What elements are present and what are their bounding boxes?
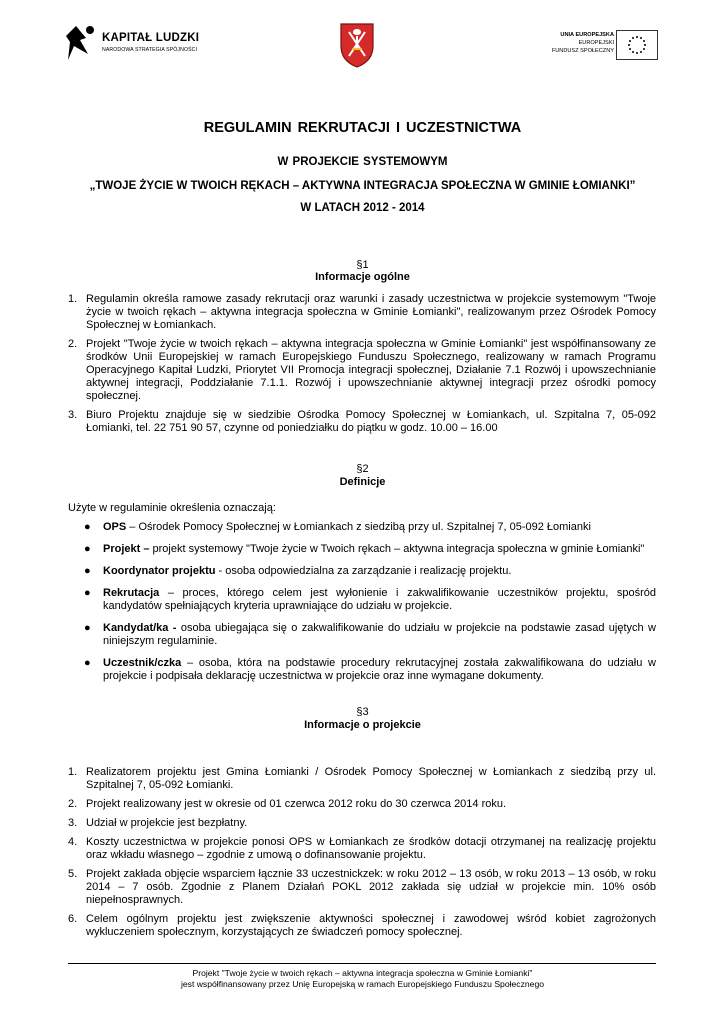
subtitle-line-3: W LATACH 2012 - 2014 <box>300 202 425 214</box>
section-3-list <box>68 766 656 945</box>
list-item: 1. Realizatorem projektu jest Gmina Łomianki / Ośrodek Pomocy Społecznej w Łomiankach z siedzibą przy ul. Szpitalnej 7, 05-092 Łomianki. <box>68 766 656 791</box>
list-item: ● OPS – Ośrodek Pomocy Społecznej w Łomiankach z siedzibą przy ul. Szpitalnej 7, 05-092 Łomianki <box>84 521 591 533</box>
list-item: ● Uczestnik/czka – osoba, która na podstawie procedury rekrutacyjnej została zakwalifikowana do udziału w projekcie i podpisała deklarację uczestnictwa w projekcie oraz inne wymagane dokumenty. <box>84 657 656 682</box>
list-item: 5. Projekt zakłada objęcie wsparciem łącznie 33 uczestnickzek: w roku 2012 – 13 osób, w roku 2013 – 13 osób, w roku 2014 – 7 osób. Zgodnie z Planem Działań POKL 2012 zakłada się udział w projekcie min. 10% osób niepełnosprawnych. <box>68 868 656 906</box>
definitions-list <box>84 521 656 692</box>
eu-flag-icon <box>616 30 658 60</box>
crest-icon <box>339 22 375 68</box>
list-item: 3. Udział w projekcie jest bezpłatny. <box>68 817 248 829</box>
list-item: ● Projekt – projekt systemowy "Twoje życie w Twoich rękach – aktywna integracja społeczna w gminie Łomianki" <box>84 543 645 555</box>
list-item: 6. Celem ogólnym projektu jest zwiększenie aktywności społecznej i zawodowej wśród kobiet zagrożonych wykluczeniem społecznym, korzystających ze świadczeń pomocy społecznej. <box>68 913 656 938</box>
eu-line-3: FUNDUSZ SPOŁECZNY <box>551 48 614 54</box>
list-item: ● Koordynator projektu - osoba odpowiedzialna za zarządzanie i realizację projektu. <box>84 565 512 577</box>
section-1-number: §1 <box>356 259 369 271</box>
list-item: 3. Biuro Projektu znajduje się w siedzibie Ośrodka Pomocy Społecznej w Łomiankach, ul. Szpitalna 7, 05-092 Łomianki, tel. 22 751 90 57, czynne od poniedziałku do piątku w godz. 10.00 – 16.00 <box>68 409 656 434</box>
lomianki-crest <box>339 22 375 68</box>
eu-line-2: EUROPEJSKI <box>578 40 614 46</box>
section-2-number: §2 <box>356 463 369 475</box>
list-item: 2. Projekt "Twoje życie w twoich rękach – aktywna integracja społeczna w Gminie Łomianki" jest współfinansowany ze środków Unii Europejskiej w ramach Europejskiego Funduszu Społecznego, realizowany w ramach Programu Operacyjnego Kapitał Ludzki, Priorytet VII Promocja integracji społecznej, Działanie 7.1 Rozwój i upowszechnianie aktywnej integracji, Poddziałanie 7.1.1. Rozwój i upowszechnianie aktywnej integracji przez ośrodki pomocy społecznej. <box>68 338 656 402</box>
kapital-ludzki-subtitle: NARODOWA STRATEGIA SPÓJNOŚCI <box>102 47 198 53</box>
eu-line-1: UNIA EUROPEJSKA <box>560 32 614 38</box>
list-item: 1. Regulamin określa ramowe zasady rekrutacji oraz warunki i zasady uczestnictwa w projekcie systemowym "Twoje życie w twoich rękach – aktywna integracja społeczna w Gminie Łomianki", realizowanym przez Ośrodek Pomocy Społecznej w Łomiankach. <box>68 293 656 331</box>
footer-divider <box>68 963 656 964</box>
kapital-ludzki-icon <box>66 24 100 62</box>
document-title: REGULAMIN REKRUTACJI I UCZESTNICTWA <box>203 120 522 136</box>
footer-line-2: jest współfinansowany przez Unię Europejską w ramach Europejskiego Funduszu Społecznego <box>180 979 545 989</box>
kapital-ludzki-title: KAPITAŁ LUDZKI <box>102 32 200 44</box>
section-1-title: Informacje ogólne <box>315 271 410 283</box>
section-1-list <box>68 293 656 441</box>
list-item: ● Kandydat/ka - osoba ubiegająca się o zakwalifikowanie do udziału w projekcie na podstawie zasad ujętych w niniejszym regulaminie. <box>84 622 656 647</box>
footer-line-1: Projekt "Twoje życie w twoich rękach – aktywna integracja społeczna w Gminie Łomianki" <box>192 968 533 978</box>
list-item: ● Rekrutacja – proces, którego celem jest wyłonienie i zakwalifikowanie uczestników projektu, spośród kandydatów spełniających kryteria uprawniające do udziału w projekcie. <box>84 587 656 612</box>
section-2-intro: Użyte w regulaminie określenia oznaczają: <box>68 502 276 514</box>
section-2-title: Definicje <box>339 476 386 488</box>
subtitle-line-2: „TWOJE ŻYCIE W TWOICH RĘKACH – AKTYWNA INTEGRACJA SPOŁECZNA W GMINIE ŁOMIANKI” <box>89 180 636 192</box>
list-item: 2. Projekt realizowany jest w okresie od 01 czerwca 2012 roku do 30 czerwca 2014 roku. <box>68 798 507 810</box>
kapital-ludzki-logo <box>66 24 206 64</box>
subtitle-line-1: W PROJEKCIE SYSTEMOWYM <box>277 156 448 168</box>
section-3-number: §3 <box>356 706 369 718</box>
section-3-title: Informacje o projekcie <box>304 719 421 731</box>
eu-logo <box>540 30 660 66</box>
list-item: 4. Koszty uczestnictwa w projekcie ponosi OPS w Łomiankach ze środków dotacji otrzymanej na realizację projektu oraz wkładu własnego – zgodnie z umową o dofinansowanie projektu. <box>68 836 656 861</box>
